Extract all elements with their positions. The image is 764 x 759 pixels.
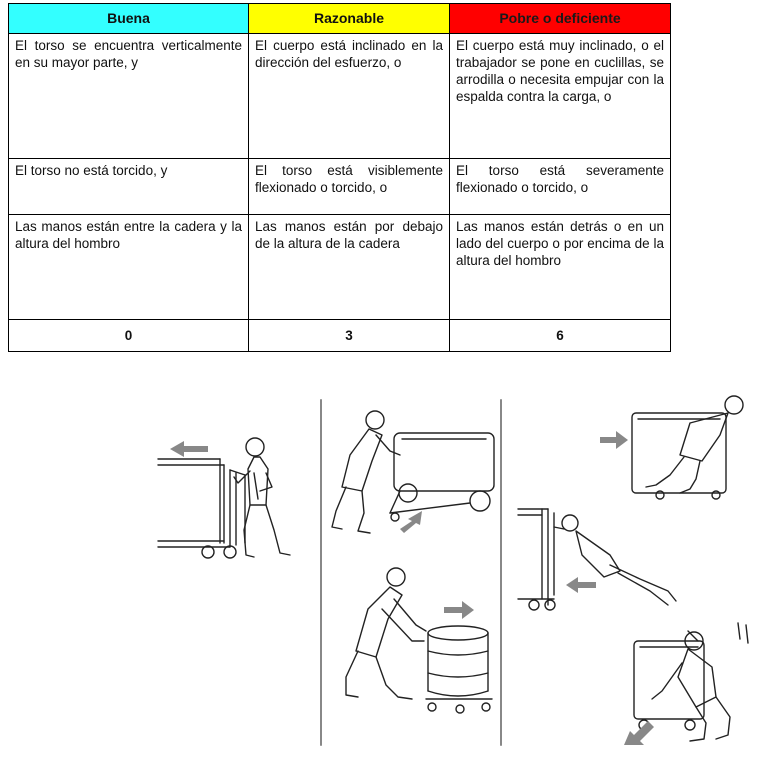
- header-row: [9, 4, 671, 34]
- arrow-right-icon: [444, 601, 474, 619]
- illustration-fair-posture-drum: [346, 568, 492, 713]
- posture-illustrations: [150, 395, 762, 755]
- table-row: [9, 33, 671, 159]
- score-razonable: 3: [249, 320, 450, 352]
- illustration-good-posture: [158, 438, 290, 558]
- risk-assessment-table: [8, 3, 671, 352]
- score-buena: 0: [9, 320, 249, 352]
- arrow-right-icon: [400, 511, 422, 533]
- cell: Las manos están detrás o en un lado del cuerpo o por encima de la altura del hombro: [450, 215, 671, 320]
- cell: Las manos están por debajo de la altura de la cadera: [249, 215, 450, 320]
- arrow-right-icon: [600, 431, 628, 449]
- table-row: [9, 215, 671, 320]
- score-row: [9, 320, 671, 352]
- header-buena: Buena: [9, 4, 249, 34]
- illustration-poor-posture-back-push: [600, 396, 743, 499]
- score-pobre: 6: [450, 320, 671, 352]
- cell: El torso no está torcido, y: [9, 159, 249, 215]
- worker-upright: [234, 438, 290, 557]
- cart: [158, 459, 245, 558]
- cell: Las manos están entre la cadera y la altura del hombro: [9, 215, 249, 320]
- header-razonable: Razonable: [249, 4, 450, 34]
- arrow-left-icon: [170, 441, 208, 457]
- cell: El torso está visiblemente flexionado o torcido, o: [249, 159, 450, 215]
- cell: El torso está severamente flexionado o torcido, o: [450, 159, 671, 215]
- drum: [426, 626, 492, 713]
- arrow-left-icon: [566, 577, 596, 593]
- table-row: [9, 159, 671, 215]
- cell: El cuerpo está muy inclinado, o el trabajador se pone en cuclillas, se arrodilla o necesita empujar con la espalda contra la carga, o: [450, 33, 671, 159]
- header-pobre: Pobre o deficiente: [450, 4, 671, 34]
- illustration-poor-posture-leaning: [518, 509, 676, 610]
- illustration-fair-posture-cart: [332, 411, 494, 533]
- illustration-poor-posture-squat: [624, 623, 748, 745]
- cell: El torso se encuentra verticalmente en su mayor parte, y: [9, 33, 249, 159]
- cell: El cuerpo está inclinado en la dirección del esfuerzo, o: [249, 33, 450, 159]
- cart: [390, 433, 494, 521]
